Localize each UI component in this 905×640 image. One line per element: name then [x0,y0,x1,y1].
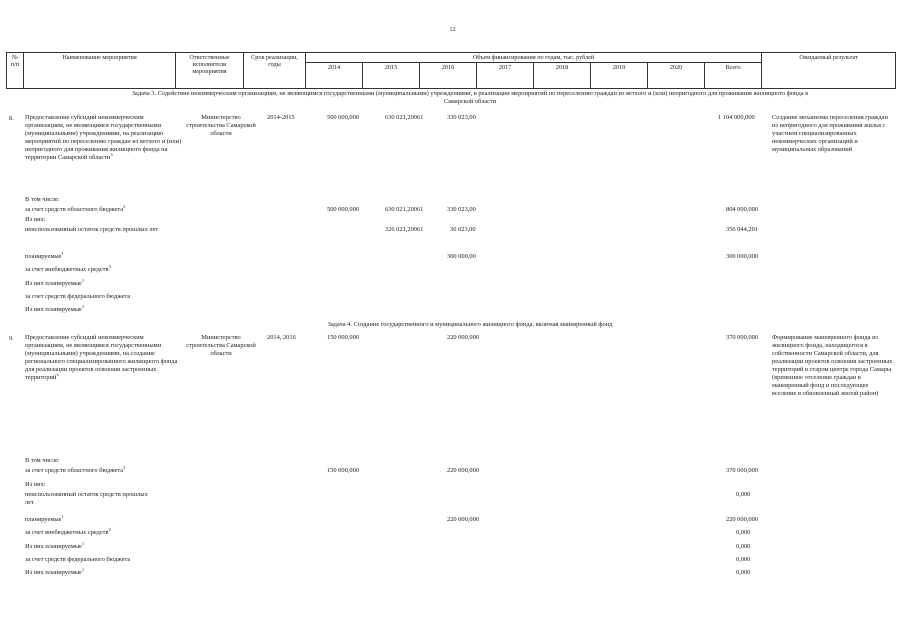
task4-regional-2016: 220 000,000 [447,467,479,474]
item9-name: Предоставление субсидий некоммерческим организациям, не являющимся государственными (муниципальными) учреждениями, на создание регионального специализированного жилищного фонда для реализации проектов освоения застроенных территорий$^3$ [25,334,178,381]
header-responsible: Ответственные исполнители мероприятия [176,53,244,89]
task4-unused-total: 0,000 [736,491,751,498]
header-year: 2017 [477,63,534,89]
item9-2014: 150 000,000 [327,334,359,341]
task3-extrabudget-label: за счет внебюджетных средств$^3$ [25,264,111,273]
task3-of-them: Из них: [25,216,46,223]
item8-total: 1 104 000,000 [718,114,755,121]
task4-planned-total: 220 000,000 [726,516,758,523]
task4-of-them-planned2-total: 0,000 [736,569,751,576]
header-num: № п/п [7,53,24,89]
task3-federal-label: за счет средств федерального бюджета [25,293,131,300]
task4-regional-total: 370 000,000 [726,467,758,474]
item8-2015: 630 021,20061 [385,114,424,121]
task3-unused-2016: 30 023,00 [450,226,476,233]
task3-regional-2015: 630 021,20061 [385,206,424,213]
header-result: Ожидаемый результат [762,53,896,89]
task4-regional-label: за счет средств областного бюджета$^3$ [25,465,126,474]
task3-regional-label: за счет средств областного бюджета$^3$ [25,204,126,213]
task4-title: Задача 4. Создание государственного и муниципального жилищного фонда, включая маневренный фонд [327,321,613,328]
task3-planned-2016: 300 000,00 [447,253,476,260]
task4-of-them: Из них: [25,481,46,488]
header-year: 2020 [648,63,705,89]
task3-regional-total: 804 000,000 [726,206,758,213]
header-year: 2019 [591,63,648,89]
task3-of-them-planned-label: Из них планируемые$^1$ [25,278,85,287]
item8-result: Создание механизма переселения граждан из непригодного для проживания жилья с участием специализированных некоммерческих организаций и муниципальных образований [772,114,888,153]
item8-2014: 500 000,000 [327,114,359,121]
task3-unused-label: неиспользованный остаток средств прошлых лет [25,226,159,233]
item9-responsible: Министерство строительства Самарской области [186,334,256,357]
header-funding: Объем финансирования по годам, тыс. рублей [306,53,762,63]
item9-2016: 220 000,000 [447,334,479,341]
task4-regional-2014: 150 000,000 [327,467,359,474]
task3-regional-2016: 330 023,00 [447,206,476,213]
task4-of-them-planned-label: Из них планируемые$^1$ [25,541,85,550]
header-year: 2016 [420,63,477,89]
item9-period: 2014, 2016 [267,334,296,341]
task4-of-them-planned2-label: Из них планируемые$^1$ [25,567,85,576]
task3-unused-total: 356 044,201 [726,226,758,233]
item9-total: 370 000,000 [726,334,758,341]
item8-num: 8. [9,115,14,122]
header-year: 2014 [306,63,363,89]
task4-of-them-planned-total: 0,000 [736,543,751,550]
task3-regional-2014: 500 000,000 [327,206,359,213]
header-total: Всего [705,63,762,89]
item9-num: 9. [9,335,14,342]
header-name: Наименование мероприятия [24,53,176,89]
task3-planned-total: 300 000,000 [726,253,758,260]
page-number: 12 [449,27,456,33]
task4-extrabudget-label: за счет внебюджетных средств$^2$ [25,527,111,536]
task4-including: В том числе: [25,457,60,464]
task4-extrabudget-total: 0,000 [736,529,751,536]
task4-unused-label: неиспользованный остаток средств прошлых лет [25,491,148,506]
item8-2016: 330 023,00 [447,114,476,121]
table-header [6,52,896,89]
header-period: Срок реализации, годы [244,53,306,89]
item9-result: Формирование маневренного фонда из жилищного фонда, находящегося в собственности Самарской области, для реализации проектов освоения застроенных территорий в старом центре города Самары (временное отселение граждан в маневренный фонд и последующее вселение в обновленный жилой район) [772,334,893,397]
task3-unused-2015: 326 021,20061 [385,226,424,233]
task4-planned-label: планируемые$^1$ [25,514,64,523]
task3-of-them-planned2-label: Из них планируемые$^1$ [25,304,85,313]
task3-including: В том числе: [25,196,60,203]
header-year: 2015 [363,63,420,89]
item8-responsible: Министерство строительства Самарской области [186,114,256,137]
task4-federal-total: 0,000 [736,556,751,563]
item8-period: 2014-2015 [267,114,295,121]
task3-planned-label: планируемые$^1$ [25,251,64,260]
task4-planned-2016: 220 000,000 [447,516,479,523]
task3-title: Задача 3. Содействие некоммерческим организациям, не являющимся государственными (муниципальными) учреждениями, в реализации мероприятий по переселению граждан из ветхого и (или) непригодного для проживания жилищного фонда в Самарской области [131,90,809,105]
task4-federal-label: за счет средств федерального бюджета [25,556,131,563]
header-year: 2018 [534,63,591,89]
item8-name: Предоставление субсидий некоммерческим организациям, не являющимся государственными (муниципальными) учреждениями, на реализацию мероприятий по переселению граждан из ветхого и (или) непригодного для проживания жилищного фонда на территории Самарской области$^3$ [25,114,182,161]
